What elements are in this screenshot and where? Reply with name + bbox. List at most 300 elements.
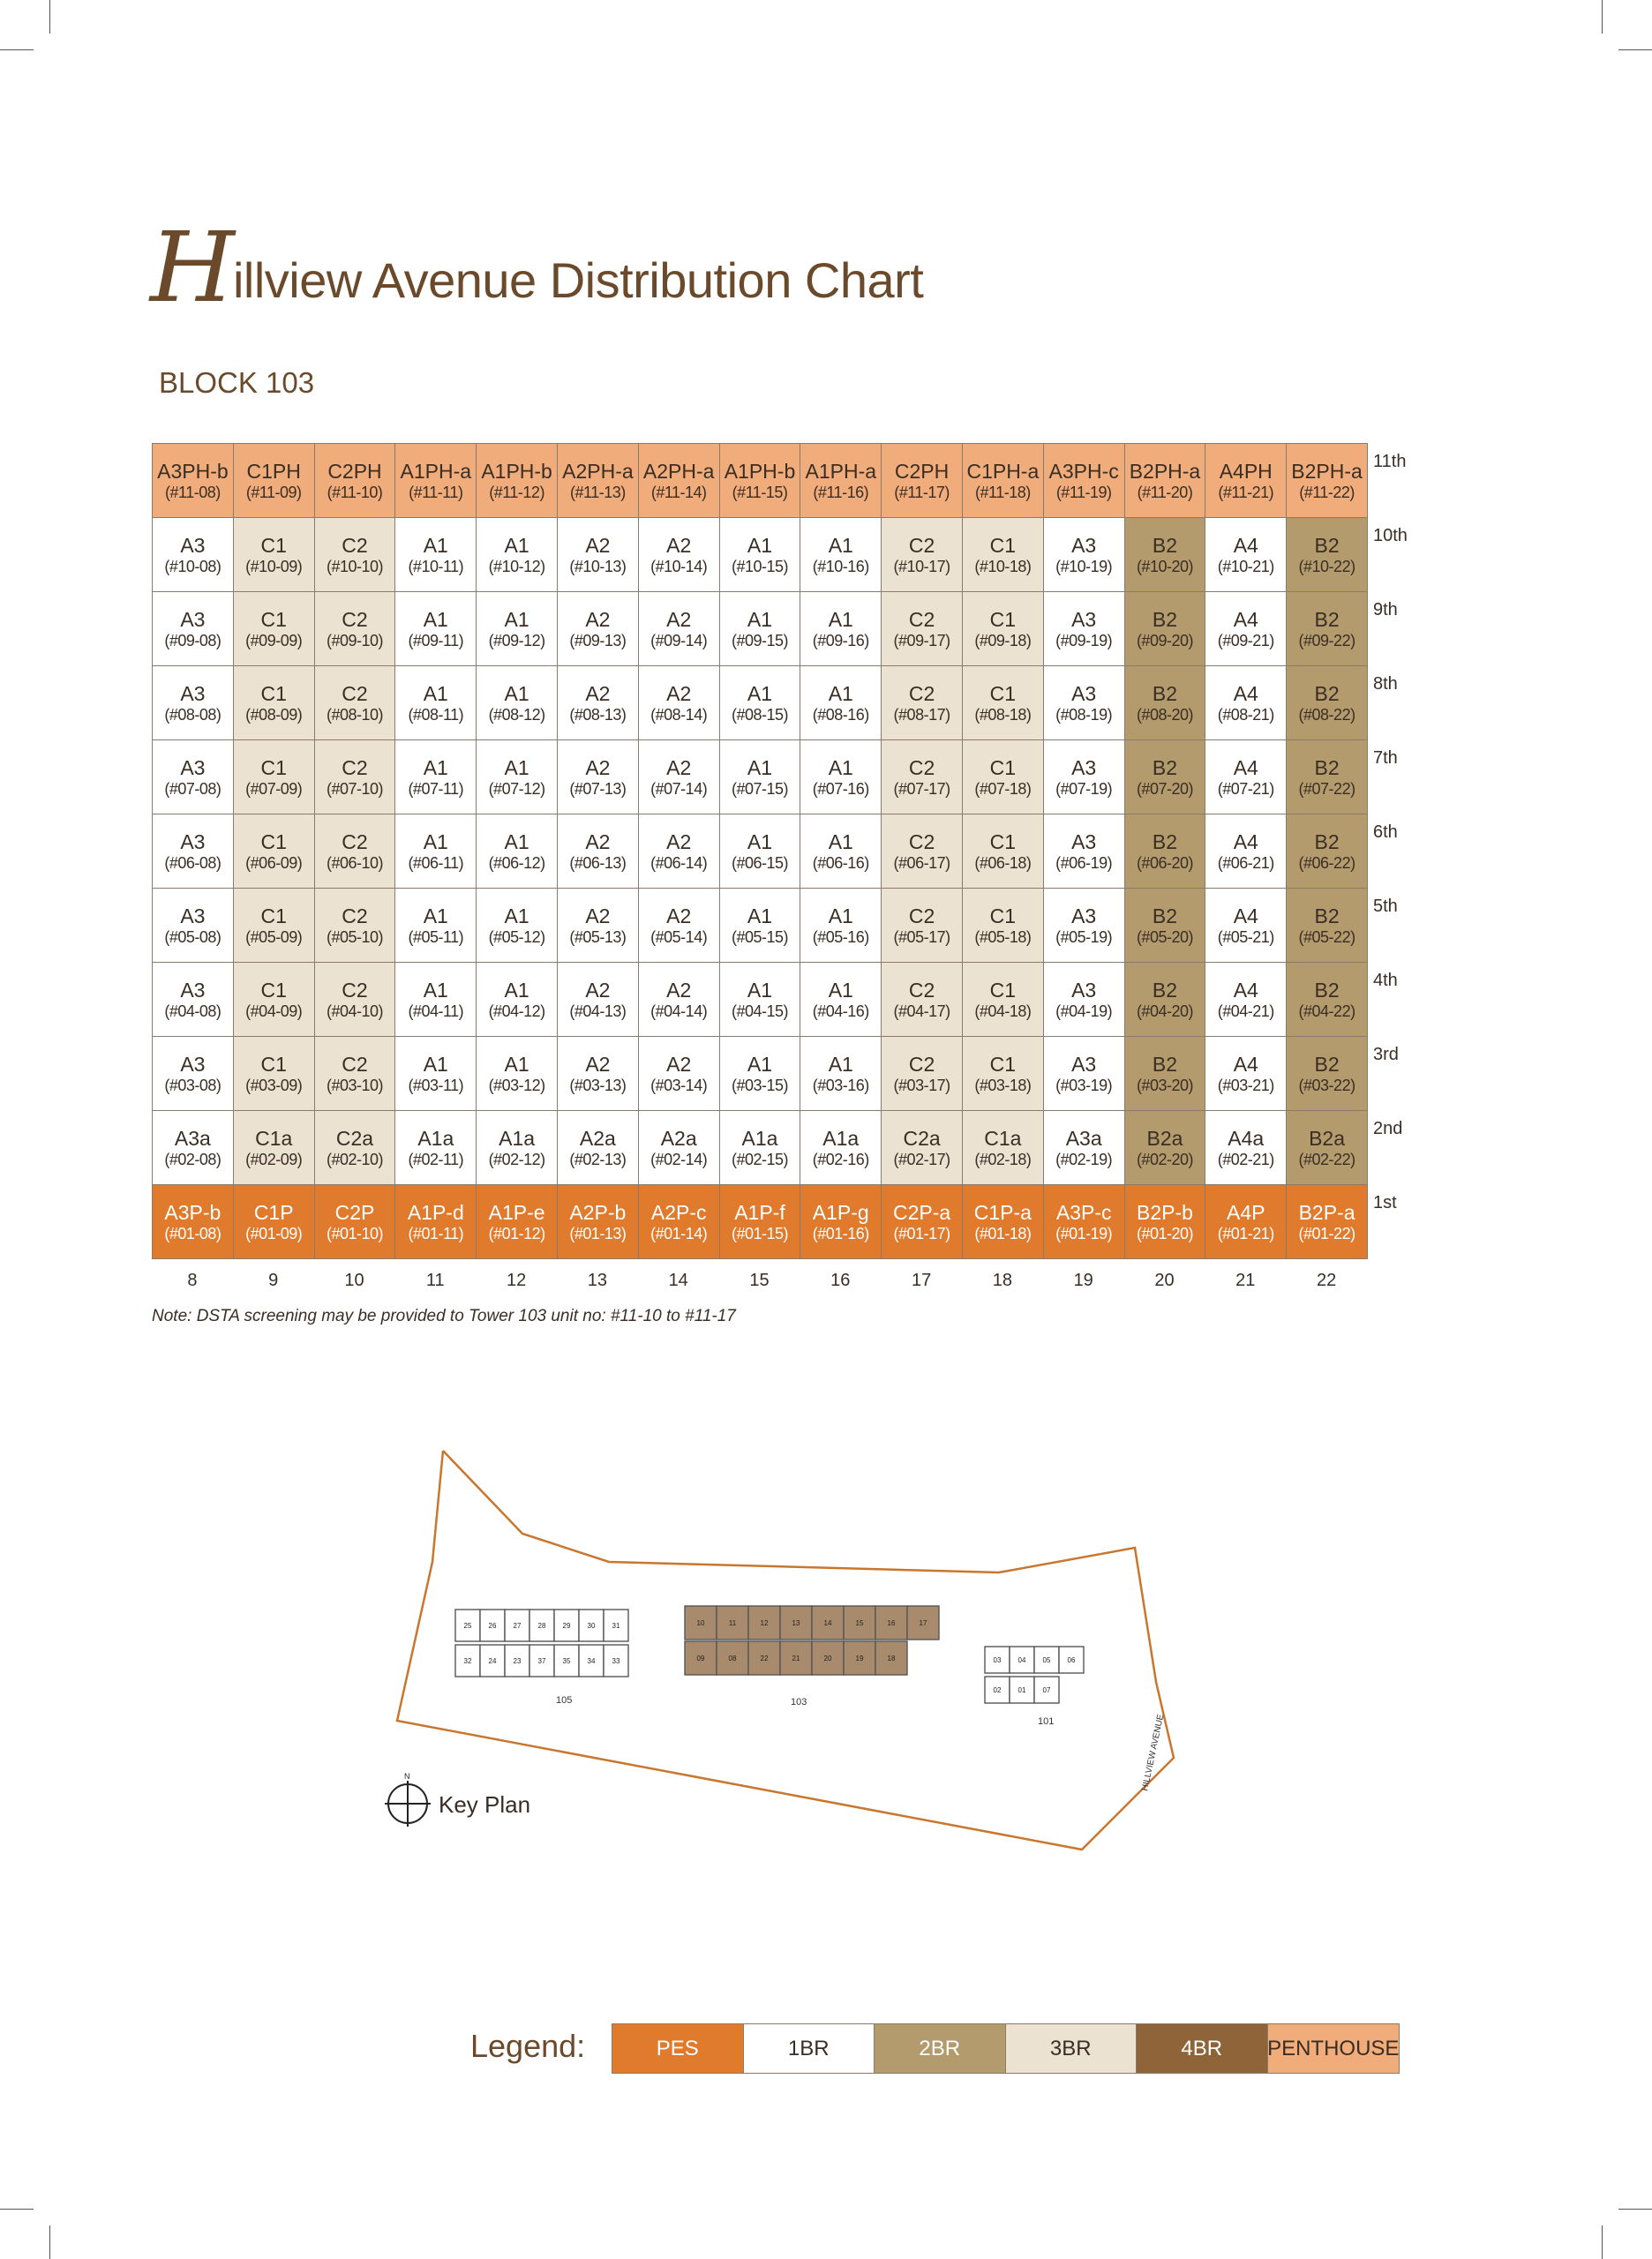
unit-number: (#04-13) <box>569 1002 627 1020</box>
unit-number: (#10-14) <box>650 557 708 575</box>
column-number: 13 <box>587 1271 608 1290</box>
unit-number: (#05-16) <box>812 927 869 946</box>
unit-cell <box>234 1111 315 1185</box>
unit-type: A1a <box>741 1126 778 1150</box>
unit-cell <box>315 1111 396 1185</box>
unit-number: (#11-14) <box>650 483 707 501</box>
plan-unit-number: 10 <box>696 1619 705 1627</box>
unit-cell <box>315 963 396 1037</box>
unit-number: (#08-13) <box>569 705 627 724</box>
unit-type: A3 <box>1071 978 1097 1002</box>
unit-cell <box>1205 740 1287 814</box>
unit-cell <box>558 444 639 518</box>
tower-label-105: 105 <box>556 1695 573 1706</box>
unit-type: A4P <box>1227 1200 1265 1224</box>
unit-cell <box>1287 1037 1368 1111</box>
unit-number: (#07-11) <box>408 779 464 798</box>
unit-type: A2P-b <box>569 1200 627 1224</box>
unit-cell <box>963 963 1044 1037</box>
plan-unit-number: 11 <box>728 1619 737 1627</box>
unit-cell <box>395 1111 477 1185</box>
unit-type: A1 <box>504 681 529 705</box>
legend-item-penthouse: PENTHOUSE <box>1268 2024 1400 2073</box>
crop-mark <box>1602 0 1603 34</box>
unit-type: A4PH <box>1219 459 1273 483</box>
plan-unit-number: 15 <box>855 1619 864 1627</box>
unit-number: (#03-12) <box>488 1076 545 1094</box>
unit-type: C2 <box>342 829 368 853</box>
unit-cell <box>1044 740 1125 814</box>
unit-cell <box>1287 666 1368 740</box>
plan-unit-number: 13 <box>792 1619 800 1627</box>
plan-unit-number: 32 <box>463 1657 472 1665</box>
unit-cell <box>882 889 963 963</box>
unit-type: C2 <box>342 533 368 557</box>
unit-number: (#09-16) <box>812 631 869 649</box>
unit-number: (#01-11) <box>408 1224 464 1242</box>
unit-cell <box>234 889 315 963</box>
tower-label-103: 103 <box>791 1697 807 1707</box>
unit-type: C1 <box>989 829 1017 853</box>
unit-cell <box>1205 814 1287 889</box>
unit-type: C1P-a <box>973 1200 1032 1224</box>
unit-number: (#05-11) <box>408 927 464 946</box>
unit-number: (#06-22) <box>1298 853 1355 872</box>
unit-type: A2 <box>666 904 692 927</box>
unit-cell <box>315 518 396 592</box>
unit-number: (#03-15) <box>731 1076 788 1094</box>
column-number: 22 <box>1316 1271 1337 1290</box>
unit-type: B2 <box>1152 607 1178 631</box>
unit-type: B2a <box>1146 1126 1183 1150</box>
unit-type: A4 <box>1233 978 1258 1002</box>
unit-cell <box>1125 889 1206 963</box>
unit-cell <box>882 1185 963 1259</box>
unit-number: (#02-09) <box>245 1150 303 1168</box>
unit-type: C2 <box>342 978 368 1002</box>
unit-type: B2 <box>1314 904 1340 927</box>
plan-unit-number: 22 <box>760 1655 769 1662</box>
unit-number: (#01-10) <box>326 1224 384 1242</box>
unit-number: (#04-16) <box>812 1002 869 1020</box>
unit-type: A3PH-b <box>157 459 229 483</box>
unit-number: (#01-16) <box>812 1224 869 1242</box>
unit-number: (#04-10) <box>326 1002 384 1020</box>
unit-cell <box>153 1185 234 1259</box>
unit-type: B2 <box>1314 681 1340 705</box>
unit-type: A3 <box>1071 829 1097 853</box>
unit-type: C1 <box>260 904 287 927</box>
unit-number: (#10-17) <box>893 557 950 575</box>
unit-cell <box>395 1037 477 1111</box>
unit-number: (#06-17) <box>893 853 950 872</box>
unit-number: (#08-10) <box>326 705 384 724</box>
unit-cell <box>477 666 558 740</box>
unit-type: C2 <box>908 829 935 853</box>
unit-cell <box>720 1111 801 1185</box>
unit-type: A1P-d <box>407 1200 464 1224</box>
floor-label: 2nd <box>1373 1119 1403 1138</box>
unit-number: (#04-17) <box>893 1002 950 1020</box>
unit-cell <box>1125 740 1206 814</box>
unit-type: A1P-e <box>488 1200 545 1224</box>
unit-cell <box>1044 889 1125 963</box>
legend-item-br1: 1BR <box>744 2024 875 2073</box>
unit-type: A1 <box>747 978 773 1002</box>
unit-number: (#01-20) <box>1136 1224 1193 1242</box>
unit-cell <box>882 963 963 1037</box>
unit-type: C1a <box>255 1126 293 1150</box>
unit-cell <box>395 518 477 592</box>
unit-number: (#06-08) <box>164 853 222 872</box>
unit-number: (#04-19) <box>1055 1002 1113 1020</box>
unit-type: A2 <box>585 681 611 705</box>
unit-type: A2 <box>585 533 611 557</box>
unit-number: (#03-10) <box>326 1076 384 1094</box>
unit-type: A1 <box>747 607 773 631</box>
plan-unit-number: 34 <box>587 1657 596 1665</box>
unit-cell <box>1205 1111 1287 1185</box>
unit-cell <box>395 963 477 1037</box>
unit-number: (#02-12) <box>488 1150 545 1168</box>
unit-cell <box>963 889 1044 963</box>
legend-item-pes: PES <box>612 2024 744 2073</box>
plan-unit-number: 21 <box>792 1655 800 1662</box>
unit-number: (#01-09) <box>245 1224 303 1242</box>
unit-number: (#02-22) <box>1298 1150 1355 1168</box>
unit-type: C1 <box>260 829 287 853</box>
unit-number: (#08-11) <box>408 705 464 724</box>
unit-number: (#10-08) <box>164 557 222 575</box>
unit-cell <box>477 1185 558 1259</box>
unit-number: (#08-22) <box>1298 705 1355 724</box>
floor-label: 3rd <box>1373 1045 1399 1064</box>
unit-type: B2PH-a <box>1129 459 1201 483</box>
unit-number: (#06-14) <box>650 853 708 872</box>
unit-type: A4 <box>1233 1052 1258 1076</box>
unit-type: B2a <box>1309 1126 1346 1150</box>
unit-number: (#07-14) <box>650 779 708 798</box>
unit-number: (#11-16) <box>813 483 869 501</box>
unit-cell <box>153 518 234 592</box>
plan-unit-number: 18 <box>887 1655 896 1662</box>
plan-unit-number: 02 <box>993 1686 1002 1694</box>
unit-type: B2 <box>1152 978 1178 1002</box>
unit-type: C1PH <box>246 459 301 483</box>
unit-cell <box>800 666 882 740</box>
unit-type: C2P <box>334 1200 375 1224</box>
unit-type: A1 <box>504 829 529 853</box>
unit-cell <box>1125 1111 1206 1185</box>
unit-cell <box>639 444 720 518</box>
unit-number: (#07-20) <box>1136 779 1193 798</box>
unit-type: C2 <box>908 755 935 779</box>
unit-number: (#10-09) <box>245 557 303 575</box>
unit-cell <box>1287 814 1368 889</box>
unit-number: (#11-21) <box>1218 483 1274 501</box>
unit-number: (#05-14) <box>650 927 708 946</box>
unit-number: (#08-12) <box>488 705 545 724</box>
unit-cell <box>153 740 234 814</box>
unit-number: (#08-14) <box>650 705 708 724</box>
unit-type: A1 <box>504 1052 529 1076</box>
unit-number: (#08-15) <box>731 705 788 724</box>
unit-cell <box>1287 889 1368 963</box>
legend-item-br2: 2BR <box>875 2024 1006 2073</box>
unit-number: (#11-22) <box>1299 483 1355 501</box>
unit-cell <box>1205 592 1287 666</box>
unit-type: B2 <box>1314 829 1340 853</box>
unit-number: (#03-17) <box>893 1076 950 1094</box>
unit-number: (#09-20) <box>1136 631 1193 649</box>
unit-number: (#08-17) <box>893 705 950 724</box>
unit-cell <box>1287 740 1368 814</box>
unit-number: (#03-22) <box>1298 1076 1355 1094</box>
unit-type: A1P-f <box>734 1200 785 1224</box>
unit-type: A4a <box>1228 1126 1265 1150</box>
column-number: 11 <box>425 1271 445 1290</box>
plan-unit-number: 27 <box>513 1622 522 1630</box>
unit-cell <box>1205 1037 1287 1111</box>
unit-type: A1a <box>822 1126 860 1150</box>
unit-cell <box>477 814 558 889</box>
unit-number: (#02-10) <box>326 1150 384 1168</box>
unit-cell <box>720 518 801 592</box>
unit-type: A1 <box>747 681 773 705</box>
unit-number: (#05-21) <box>1217 927 1274 946</box>
unit-cell <box>720 666 801 740</box>
unit-cell <box>800 592 882 666</box>
tower-label-101: 101 <box>1038 1716 1055 1727</box>
unit-cell <box>639 1111 720 1185</box>
unit-type: C2 <box>908 681 935 705</box>
unit-cell <box>315 889 396 963</box>
legend-label: Legend: <box>470 2028 586 2064</box>
plan-unit-number: 20 <box>823 1655 832 1662</box>
unit-cell <box>1287 592 1368 666</box>
unit-cell <box>477 1111 558 1185</box>
unit-cell <box>882 444 963 518</box>
unit-cell <box>1205 963 1287 1037</box>
unit-number: (#02-11) <box>408 1150 464 1168</box>
unit-number: (#10-19) <box>1055 557 1113 575</box>
unit-number: (#05-22) <box>1298 927 1355 946</box>
unit-cell <box>558 1037 639 1111</box>
floor-label: 7th <box>1373 748 1398 768</box>
unit-type: B2 <box>1314 607 1340 631</box>
unit-type: A3 <box>1071 681 1097 705</box>
page-title <box>150 211 924 324</box>
unit-cell <box>1125 592 1206 666</box>
column-number: 12 <box>506 1271 527 1290</box>
unit-number: (#09-21) <box>1217 631 1274 649</box>
unit-number: (#02-08) <box>164 1150 222 1168</box>
unit-number: (#01-15) <box>731 1224 788 1242</box>
north-compass-icon <box>385 1772 431 1827</box>
unit-type: A3 <box>180 904 206 927</box>
unit-type: B2 <box>1152 755 1178 779</box>
plan-unit-number: 19 <box>855 1655 864 1662</box>
unit-number: (#01-19) <box>1055 1224 1113 1242</box>
unit-type: C1 <box>989 755 1017 779</box>
unit-cell <box>639 518 720 592</box>
unit-type: A2 <box>666 829 692 853</box>
unit-number: (#02-19) <box>1055 1150 1113 1168</box>
unit-cell <box>234 444 315 518</box>
unit-cell <box>395 740 477 814</box>
unit-number: (#03-11) <box>408 1076 464 1094</box>
unit-number: (#08-16) <box>812 705 869 724</box>
unit-cell <box>558 963 639 1037</box>
unit-type: A1PH-a <box>805 459 877 483</box>
distribution-grid <box>152 443 1368 1259</box>
plan-unit-number: 16 <box>887 1619 896 1627</box>
unit-type: A1 <box>747 904 773 927</box>
unit-type: A3P-b <box>164 1200 222 1224</box>
unit-number: (#01-18) <box>974 1224 1032 1242</box>
unit-cell <box>1287 963 1368 1037</box>
unit-cell <box>963 1037 1044 1111</box>
unit-cell <box>1044 518 1125 592</box>
unit-type: A1 <box>423 1052 448 1076</box>
unit-cell <box>720 814 801 889</box>
unit-cell <box>395 592 477 666</box>
unit-cell <box>1125 444 1206 518</box>
unit-type: C2 <box>342 681 368 705</box>
unit-type: A3 <box>180 607 206 631</box>
crop-mark <box>1618 49 1652 50</box>
unit-type: C2a <box>903 1126 941 1150</box>
unit-cell <box>639 889 720 963</box>
unit-cell <box>800 1111 882 1185</box>
unit-number: (#08-19) <box>1055 705 1113 724</box>
unit-type: A3PH-c <box>1048 459 1119 483</box>
unit-number: (#10-13) <box>569 557 627 575</box>
unit-type: C2 <box>908 1052 935 1076</box>
unit-cell <box>558 814 639 889</box>
tower-103-plan <box>685 1606 939 1675</box>
unit-cell <box>1125 963 1206 1037</box>
unit-cell <box>234 592 315 666</box>
plan-unit-number: 03 <box>993 1656 1002 1664</box>
unit-cell <box>1044 963 1125 1037</box>
unit-type: B2 <box>1152 904 1178 927</box>
unit-type: A1 <box>423 904 448 927</box>
unit-type: A2 <box>585 904 611 927</box>
unit-number: (#10-22) <box>1298 557 1355 575</box>
unit-cell <box>395 1185 477 1259</box>
unit-type: A2 <box>666 1052 692 1076</box>
unit-type: A4 <box>1233 904 1258 927</box>
unit-number: (#09-11) <box>408 631 464 649</box>
unit-type: A2 <box>666 978 692 1002</box>
column-number: 14 <box>668 1271 688 1290</box>
unit-number: (#05-20) <box>1136 927 1193 946</box>
key-plan-label: Key Plan <box>439 1791 531 1818</box>
unit-type: A2 <box>585 607 611 631</box>
unit-type: A2P-c <box>650 1200 707 1224</box>
unit-type: C1 <box>989 904 1017 927</box>
unit-cell <box>882 814 963 889</box>
unit-number: (#07-17) <box>893 779 950 798</box>
unit-cell <box>800 444 882 518</box>
column-number: 15 <box>749 1271 770 1290</box>
unit-type: C1 <box>260 533 287 557</box>
unit-type: A3 <box>1071 533 1097 557</box>
unit-type: A1 <box>828 533 853 557</box>
unit-type: A1PH-b <box>481 459 552 483</box>
unit-cell <box>1125 518 1206 592</box>
unit-number: (#02-20) <box>1136 1150 1193 1168</box>
unit-number: (#03-21) <box>1217 1076 1274 1094</box>
legend <box>612 2023 1400 2074</box>
unit-cell <box>1205 444 1287 518</box>
unit-number: (#09-22) <box>1298 631 1355 649</box>
unit-cell <box>639 814 720 889</box>
unit-type: A1 <box>423 978 448 1002</box>
unit-type: A3 <box>180 1052 206 1076</box>
screening-note: Note: DSTA screening may be provided to Tower 103 unit no: #11-10 to #11-17 <box>152 1307 736 1325</box>
unit-cell <box>1287 518 1368 592</box>
unit-number: (#09-14) <box>650 631 708 649</box>
unit-number: (#05-18) <box>974 927 1032 946</box>
unit-cell <box>720 1185 801 1259</box>
unit-cell <box>558 740 639 814</box>
unit-type: A1 <box>423 755 448 779</box>
unit-number: (#05-13) <box>569 927 627 946</box>
unit-number: (#11-13) <box>570 483 626 501</box>
unit-number: (#11-10) <box>327 483 383 501</box>
unit-number: (#03-20) <box>1136 1076 1193 1094</box>
unit-cell <box>800 740 882 814</box>
unit-cell <box>963 1185 1044 1259</box>
unit-cell <box>234 518 315 592</box>
unit-type: A1 <box>504 978 529 1002</box>
unit-type: A2 <box>585 829 611 853</box>
unit-type: A1 <box>504 533 529 557</box>
unit-type: C2PH <box>327 459 382 483</box>
unit-number: (#03-16) <box>812 1076 869 1094</box>
unit-type: A1 <box>423 607 448 631</box>
plan-unit-number: 17 <box>919 1619 927 1627</box>
unit-cell <box>315 1185 396 1259</box>
plan-unit-number: 26 <box>488 1622 497 1630</box>
floor-label: 1st <box>1373 1193 1397 1212</box>
column-number: 20 <box>1154 1271 1175 1290</box>
unit-cell <box>800 963 882 1037</box>
unit-number: (#05-17) <box>893 927 950 946</box>
unit-number: (#04-20) <box>1136 1002 1193 1020</box>
unit-number: (#06-15) <box>731 853 788 872</box>
unit-type: C2 <box>908 533 935 557</box>
plan-unit-number: 30 <box>587 1622 596 1630</box>
unit-number: (#10-10) <box>326 557 384 575</box>
unit-number: (#10-15) <box>731 557 788 575</box>
unit-type: B2 <box>1152 1052 1178 1076</box>
unit-number: (#03-13) <box>569 1076 627 1094</box>
unit-number: (#07-12) <box>488 779 545 798</box>
plan-unit-number: 01 <box>1017 1686 1026 1694</box>
unit-type: A4 <box>1233 533 1258 557</box>
plan-unit-number: 12 <box>760 1619 769 1627</box>
crop-mark <box>0 49 34 50</box>
plan-unit-number: 09 <box>696 1655 705 1662</box>
plan-unit-number: 28 <box>537 1622 546 1630</box>
unit-cell <box>639 1185 720 1259</box>
unit-number: (#06-21) <box>1217 853 1274 872</box>
unit-type: C1 <box>260 1052 287 1076</box>
unit-number: (#08-18) <box>974 705 1032 724</box>
